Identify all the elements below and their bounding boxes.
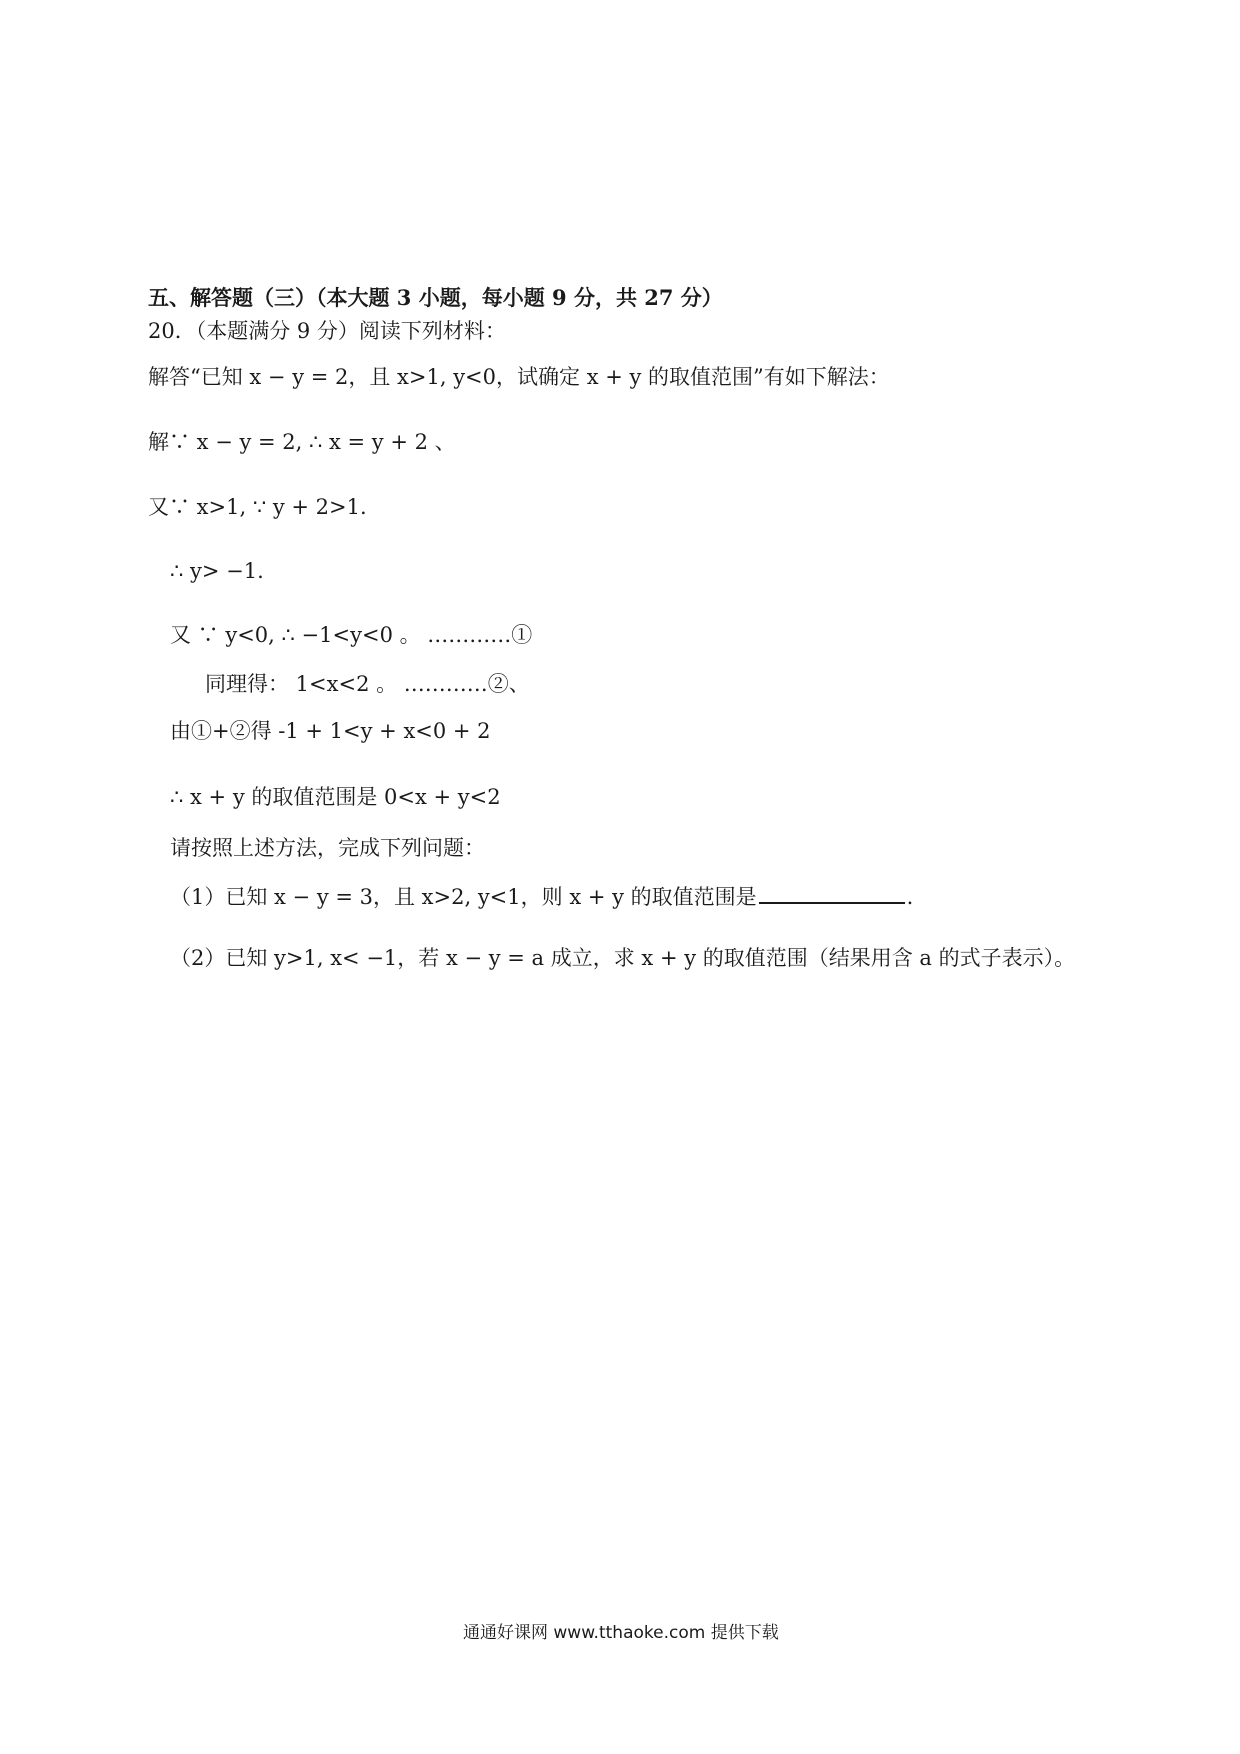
solution-line-4: 又 ∵ y<0, ∴ −1<y<0 。 …………① bbox=[170, 623, 533, 647]
footer-credit: 通通好课网 www.tthaoke.com 提供下载 bbox=[463, 1623, 779, 1643]
solution-line-2: 又∵ x>1, ∵ y + 2>1. bbox=[148, 495, 367, 519]
question-intro: 解答“已知 x − y = 2，且 x>1, y<0，试确定 x + y 的取值范围”有如下解法： bbox=[148, 365, 890, 389]
solution-line-7: ∴ x + y 的取值范围是 0<x + y<2 bbox=[170, 785, 501, 809]
section-heading: 五、解答题（三）（本大题 3 小题，每小题 9 分，共 27 分） bbox=[148, 285, 723, 310]
solution-line-1: 解∵ x − y = 2, ∴ x = y + 2 、 bbox=[148, 430, 456, 454]
solution-line-5: 同理得： 1<x<2 。 …………②、 bbox=[205, 672, 530, 696]
question-number-line: 20．（本题满分 9 分）阅读下列材料： bbox=[148, 319, 506, 343]
solution-line-6: 由①+②得 -1 + 1<y + x<0 + 2 bbox=[170, 719, 491, 743]
part-2: （2）已知 y>1, x< −1，若 x − y = a 成立，求 x + y 的取值范围（结果用含 a 的式子表示）。 bbox=[170, 946, 1076, 970]
part-1 bbox=[170, 884, 913, 908]
answer-blank[interactable] bbox=[759, 884, 905, 904]
part-1-end: . bbox=[906, 885, 914, 909]
solution-line-3: ∴ y> −1. bbox=[170, 559, 264, 583]
instruction: 请按照上述方法，完成下列问题： bbox=[170, 836, 485, 860]
part-1-text: （1）已知 x − y = 3，且 x>2, y<1，则 x + y 的取值范围是 bbox=[170, 885, 757, 909]
